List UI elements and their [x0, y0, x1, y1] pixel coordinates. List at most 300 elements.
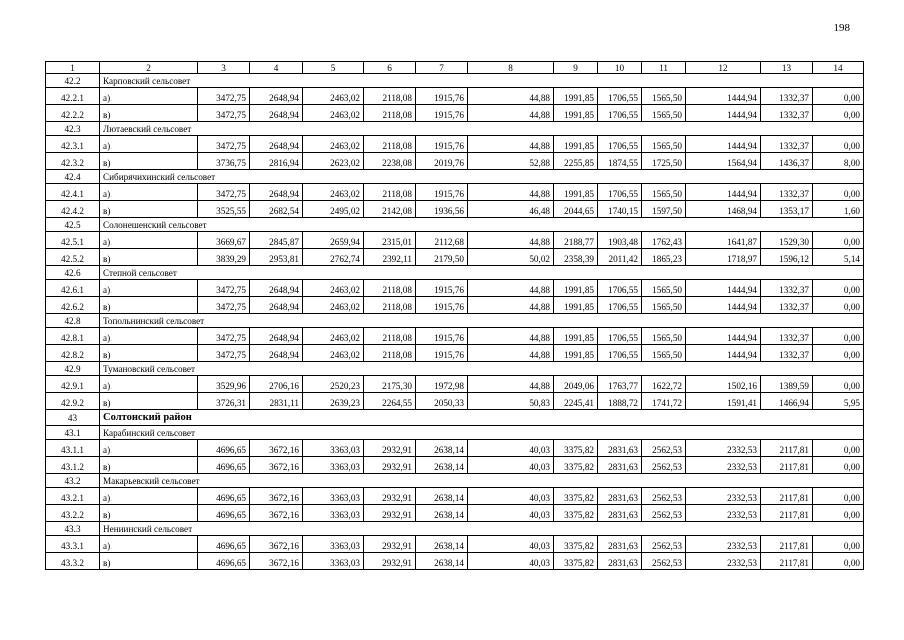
section-row: [46, 74, 864, 88]
row-label: в): [100, 153, 198, 170]
value-cell: 2238,08: [364, 153, 416, 170]
value-cell: 1991,85: [554, 345, 598, 362]
value-cell: 1529,30: [761, 232, 813, 249]
value-cell: 2315,01: [364, 232, 416, 249]
value-cell: 2117,81: [761, 488, 813, 505]
value-cell: 1874,55: [598, 153, 642, 170]
value-cell: 2831,63: [598, 440, 642, 457]
settlement-name: Сибирячихинский сельсовет: [100, 170, 864, 184]
value-cell: 3375,82: [554, 505, 598, 522]
value-cell: 1389,59: [761, 376, 813, 393]
value-cell: 2639,23: [303, 393, 364, 410]
value-cell: 1706,55: [598, 105, 642, 122]
value-cell: 2463,02: [303, 184, 364, 201]
row-code: 42.6.1: [46, 280, 100, 297]
value-cell: 3472,75: [198, 280, 250, 297]
value-cell: 1436,37: [761, 153, 813, 170]
value-cell: 2932,91: [364, 536, 416, 553]
section-row: [46, 122, 864, 136]
value-cell: 2118,08: [364, 136, 416, 153]
row-code: 43.1: [46, 426, 100, 440]
value-cell: 3375,82: [554, 488, 598, 505]
value-cell: 1444,94: [686, 136, 761, 153]
table-header-row: [46, 62, 864, 74]
value-cell: 1564,94: [686, 153, 761, 170]
value-cell: 1596,12: [761, 249, 813, 266]
value-cell: 1915,76: [416, 328, 468, 345]
value-cell: 50,02: [468, 249, 554, 266]
section-row: [46, 314, 864, 328]
value-cell: 2648,94: [250, 328, 303, 345]
value-cell: 0,00: [813, 505, 864, 522]
value-cell: 2117,81: [761, 536, 813, 553]
value-cell: 3363,03: [303, 505, 364, 522]
settlement-name: Солонешенский сельсовет: [100, 218, 864, 232]
page-number: 198: [833, 22, 850, 34]
value-cell: 2358,39: [554, 249, 598, 266]
section-row: [46, 362, 864, 376]
value-cell: 2264,55: [364, 393, 416, 410]
value-cell: 2049,06: [554, 376, 598, 393]
value-cell: 46,48: [468, 201, 554, 218]
table-row: [46, 440, 864, 457]
value-cell: 3672,16: [250, 457, 303, 474]
row-label: в): [100, 393, 198, 410]
value-cell: 44,88: [468, 88, 554, 105]
table-row: [46, 488, 864, 505]
value-cell: 3672,16: [250, 505, 303, 522]
value-cell: 2648,94: [250, 345, 303, 362]
column-number-cell: 6: [364, 62, 416, 74]
value-cell: 0,00: [813, 457, 864, 474]
value-cell: 1565,50: [642, 184, 686, 201]
value-cell: 44,88: [468, 328, 554, 345]
section-row: [46, 474, 864, 488]
value-cell: 4696,65: [198, 457, 250, 474]
table-row: [46, 536, 864, 553]
value-cell: 1444,94: [686, 88, 761, 105]
value-cell: 2332,53: [686, 536, 761, 553]
value-cell: 2623,02: [303, 153, 364, 170]
row-label: в): [100, 249, 198, 266]
settlement-name: Лютаевский сельсовет: [100, 122, 864, 136]
value-cell: 1915,76: [416, 136, 468, 153]
value-cell: 1991,85: [554, 136, 598, 153]
value-cell: 2562,53: [642, 440, 686, 457]
table-row: [46, 457, 864, 474]
value-cell: 3669,67: [198, 232, 250, 249]
value-cell: 1444,94: [686, 345, 761, 362]
tariff-table: [45, 61, 864, 570]
value-cell: 1332,37: [761, 297, 813, 314]
value-cell: 1565,50: [642, 88, 686, 105]
value-cell: 1915,76: [416, 345, 468, 362]
value-cell: 1888,72: [598, 393, 642, 410]
value-cell: 2638,14: [416, 505, 468, 522]
value-cell: 44,88: [468, 376, 554, 393]
section-row: [46, 266, 864, 280]
value-cell: 1991,85: [554, 297, 598, 314]
value-cell: 2255,85: [554, 153, 598, 170]
value-cell: 44,88: [468, 184, 554, 201]
value-cell: 2562,53: [642, 505, 686, 522]
value-cell: 2648,94: [250, 136, 303, 153]
row-label: в): [100, 553, 198, 570]
value-cell: 1565,50: [642, 105, 686, 122]
district-row: [46, 410, 864, 426]
value-cell: 1718,97: [686, 249, 761, 266]
value-cell: 1332,37: [761, 328, 813, 345]
value-cell: 2831,63: [598, 553, 642, 570]
value-cell: 2562,53: [642, 457, 686, 474]
value-cell: 1991,85: [554, 184, 598, 201]
table-row: [46, 553, 864, 570]
row-label: в): [100, 505, 198, 522]
row-code: 43.2.1: [46, 488, 100, 505]
settlement-name: Степной сельсовет: [100, 266, 864, 280]
table-row: [46, 105, 864, 122]
value-cell: 2332,53: [686, 488, 761, 505]
row-code: 42.6: [46, 266, 100, 280]
value-cell: 2648,94: [250, 280, 303, 297]
value-cell: 1,60: [813, 201, 864, 218]
settlement-name: Тумановский сельсовет: [100, 362, 864, 376]
value-cell: 2706,16: [250, 376, 303, 393]
value-cell: 2118,08: [364, 105, 416, 122]
column-number-cell: 13: [761, 62, 813, 74]
value-cell: 3375,82: [554, 457, 598, 474]
value-cell: 2562,53: [642, 553, 686, 570]
value-cell: 2831,63: [598, 536, 642, 553]
value-cell: 1936,56: [416, 201, 468, 218]
table-row: [46, 280, 864, 297]
section-row: [46, 522, 864, 536]
value-cell: 1502,16: [686, 376, 761, 393]
row-code: 43.2: [46, 474, 100, 488]
value-cell: 0,00: [813, 345, 864, 362]
table-row: [46, 232, 864, 249]
value-cell: 1468,94: [686, 201, 761, 218]
row-code: 42.3: [46, 122, 100, 136]
value-cell: 1565,50: [642, 280, 686, 297]
value-cell: 0,00: [813, 136, 864, 153]
value-cell: 2118,08: [364, 280, 416, 297]
row-code: 42.4.1: [46, 184, 100, 201]
value-cell: 1865,23: [642, 249, 686, 266]
value-cell: 1740,15: [598, 201, 642, 218]
row-code: 42.5.2: [46, 249, 100, 266]
value-cell: 2638,14: [416, 553, 468, 570]
value-cell: 2648,94: [250, 184, 303, 201]
value-cell: 1991,85: [554, 328, 598, 345]
value-cell: 3672,16: [250, 553, 303, 570]
value-cell: 1444,94: [686, 280, 761, 297]
value-cell: 2562,53: [642, 488, 686, 505]
value-cell: 3525,55: [198, 201, 250, 218]
value-cell: 3375,82: [554, 536, 598, 553]
value-cell: 2118,08: [364, 345, 416, 362]
value-cell: 2463,02: [303, 297, 364, 314]
value-cell: 2463,02: [303, 136, 364, 153]
value-cell: 2648,94: [250, 297, 303, 314]
value-cell: 3472,75: [198, 88, 250, 105]
column-number-cell: 8: [468, 62, 554, 74]
value-cell: 1706,55: [598, 297, 642, 314]
value-cell: 1972,98: [416, 376, 468, 393]
table-row: [46, 376, 864, 393]
value-cell: 2495,02: [303, 201, 364, 218]
value-cell: 4696,65: [198, 553, 250, 570]
value-cell: 2562,53: [642, 536, 686, 553]
row-label: а): [100, 488, 198, 505]
row-code: 42.5.1: [46, 232, 100, 249]
value-cell: 1991,85: [554, 88, 598, 105]
value-cell: 44,88: [468, 280, 554, 297]
row-label: а): [100, 88, 198, 105]
settlement-name: Карабинский сельсовет: [100, 426, 864, 440]
value-cell: 40,03: [468, 505, 554, 522]
row-label: а): [100, 536, 198, 553]
value-cell: 2175,30: [364, 376, 416, 393]
value-cell: 3839,29: [198, 249, 250, 266]
column-number-cell: 12: [686, 62, 761, 74]
value-cell: 2112,68: [416, 232, 468, 249]
column-number-cell: 3: [198, 62, 250, 74]
value-cell: 40,03: [468, 488, 554, 505]
settlement-name: Нениинский сельсовет: [100, 522, 864, 536]
row-code: 42.5: [46, 218, 100, 232]
value-cell: 3363,03: [303, 440, 364, 457]
value-cell: 2118,08: [364, 328, 416, 345]
value-cell: 3472,75: [198, 345, 250, 362]
row-code: 43.3.1: [46, 536, 100, 553]
value-cell: 3375,82: [554, 440, 598, 457]
column-number-cell: 5: [303, 62, 364, 74]
value-cell: 1915,76: [416, 88, 468, 105]
row-code: 43.3.2: [46, 553, 100, 570]
value-cell: 1706,55: [598, 345, 642, 362]
value-cell: 3472,75: [198, 105, 250, 122]
value-cell: 1706,55: [598, 136, 642, 153]
table-row: [46, 136, 864, 153]
row-code: 43.2.2: [46, 505, 100, 522]
value-cell: 2188,77: [554, 232, 598, 249]
value-cell: 2638,14: [416, 440, 468, 457]
column-number-cell: 7: [416, 62, 468, 74]
value-cell: 2463,02: [303, 345, 364, 362]
row-label: а): [100, 184, 198, 201]
value-cell: 1332,37: [761, 105, 813, 122]
value-cell: 1915,76: [416, 297, 468, 314]
value-cell: 2682,54: [250, 201, 303, 218]
value-cell: 2463,02: [303, 105, 364, 122]
value-cell: 1332,37: [761, 88, 813, 105]
value-cell: 0,00: [813, 297, 864, 314]
value-cell: 3472,75: [198, 328, 250, 345]
value-cell: 5,95: [813, 393, 864, 410]
value-cell: 1332,37: [761, 184, 813, 201]
row-code: 42.8.2: [46, 345, 100, 362]
table-row: [46, 505, 864, 522]
value-cell: 3736,75: [198, 153, 250, 170]
row-code: 43: [46, 410, 100, 426]
value-cell: 2179,50: [416, 249, 468, 266]
value-cell: 44,88: [468, 297, 554, 314]
value-cell: 0,00: [813, 184, 864, 201]
value-cell: 0,00: [813, 105, 864, 122]
value-cell: 3363,03: [303, 553, 364, 570]
value-cell: 40,03: [468, 536, 554, 553]
table-row: [46, 184, 864, 201]
row-label: а): [100, 280, 198, 297]
value-cell: 4696,65: [198, 488, 250, 505]
value-cell: 1706,55: [598, 328, 642, 345]
settlement-name: Топольнинский сельсовет: [100, 314, 864, 328]
value-cell: 1741,72: [642, 393, 686, 410]
value-cell: 44,88: [468, 105, 554, 122]
value-cell: 2463,02: [303, 328, 364, 345]
value-cell: 1332,37: [761, 345, 813, 362]
table-row: [46, 328, 864, 345]
value-cell: 2816,94: [250, 153, 303, 170]
value-cell: 0,00: [813, 88, 864, 105]
value-cell: 2831,63: [598, 505, 642, 522]
value-cell: 0,00: [813, 232, 864, 249]
value-cell: 1915,76: [416, 105, 468, 122]
value-cell: 2659,94: [303, 232, 364, 249]
value-cell: 3363,03: [303, 457, 364, 474]
row-code: 42.8.1: [46, 328, 100, 345]
row-code: 42.3.2: [46, 153, 100, 170]
column-number-cell: 9: [554, 62, 598, 74]
value-cell: 3363,03: [303, 536, 364, 553]
value-cell: 2117,81: [761, 457, 813, 474]
value-cell: 2932,91: [364, 553, 416, 570]
value-cell: 2932,91: [364, 505, 416, 522]
table-body: [46, 62, 864, 570]
value-cell: 2117,81: [761, 505, 813, 522]
value-cell: 2117,81: [761, 440, 813, 457]
value-cell: 1903,48: [598, 232, 642, 249]
column-number-cell: 14: [813, 62, 864, 74]
value-cell: 1353,17: [761, 201, 813, 218]
row-label: в): [100, 457, 198, 474]
settlement-name: Макарьевский сельсовет: [100, 474, 864, 488]
row-label: в): [100, 297, 198, 314]
value-cell: 2831,63: [598, 488, 642, 505]
value-cell: 1706,55: [598, 280, 642, 297]
table-row: [46, 297, 864, 314]
column-number-cell: 4: [250, 62, 303, 74]
value-cell: 8,00: [813, 153, 864, 170]
value-cell: 2762,74: [303, 249, 364, 266]
value-cell: 2050,33: [416, 393, 468, 410]
value-cell: 1332,37: [761, 280, 813, 297]
value-cell: 1763,77: [598, 376, 642, 393]
row-label: а): [100, 328, 198, 345]
value-cell: 1565,50: [642, 345, 686, 362]
value-cell: 3726,31: [198, 393, 250, 410]
value-cell: 1706,55: [598, 184, 642, 201]
table-row: [46, 153, 864, 170]
value-cell: 2638,14: [416, 488, 468, 505]
table-row: [46, 88, 864, 105]
value-cell: 2117,81: [761, 553, 813, 570]
value-cell: 2332,53: [686, 505, 761, 522]
value-cell: 2831,63: [598, 457, 642, 474]
row-label: в): [100, 105, 198, 122]
value-cell: 44,88: [468, 345, 554, 362]
value-cell: 1466,94: [761, 393, 813, 410]
table-row: [46, 201, 864, 218]
row-label: а): [100, 376, 198, 393]
value-cell: 2520,23: [303, 376, 364, 393]
value-cell: 2019,76: [416, 153, 468, 170]
row-code: 43.3: [46, 522, 100, 536]
value-cell: 0,00: [813, 328, 864, 345]
value-cell: 1591,41: [686, 393, 761, 410]
value-cell: 2953,81: [250, 249, 303, 266]
row-code: 42.9: [46, 362, 100, 376]
row-code: 42.4: [46, 170, 100, 184]
column-number-cell: 1: [46, 62, 100, 74]
value-cell: 1991,85: [554, 280, 598, 297]
value-cell: 1762,43: [642, 232, 686, 249]
table-row: [46, 345, 864, 362]
value-cell: 3672,16: [250, 488, 303, 505]
value-cell: 44,88: [468, 136, 554, 153]
value-cell: 2118,08: [364, 184, 416, 201]
value-cell: 1991,85: [554, 105, 598, 122]
value-cell: 1565,50: [642, 328, 686, 345]
row-code: 42.2.1: [46, 88, 100, 105]
value-cell: 2332,53: [686, 457, 761, 474]
value-cell: 1565,50: [642, 297, 686, 314]
value-cell: 2932,91: [364, 440, 416, 457]
value-cell: 1444,94: [686, 297, 761, 314]
value-cell: 1444,94: [686, 184, 761, 201]
settlement-name: Карповский сельсовет: [100, 74, 864, 88]
value-cell: 1332,37: [761, 136, 813, 153]
row-label: а): [100, 232, 198, 249]
value-cell: 3672,16: [250, 536, 303, 553]
value-cell: 3529,96: [198, 376, 250, 393]
value-cell: 2463,02: [303, 88, 364, 105]
value-cell: 1444,94: [686, 328, 761, 345]
row-code: 42.8: [46, 314, 100, 328]
value-cell: 0,00: [813, 553, 864, 570]
value-cell: 3672,16: [250, 440, 303, 457]
section-row: [46, 170, 864, 184]
row-label: а): [100, 440, 198, 457]
district-name: Солтонский район: [100, 410, 864, 426]
value-cell: 1622,72: [642, 376, 686, 393]
row-label: в): [100, 345, 198, 362]
value-cell: 1706,55: [598, 88, 642, 105]
value-cell: 2392,11: [364, 249, 416, 266]
table-row: [46, 249, 864, 266]
value-cell: 2932,91: [364, 457, 416, 474]
value-cell: 2638,14: [416, 536, 468, 553]
value-cell: 2011,42: [598, 249, 642, 266]
row-code: 43.1.1: [46, 440, 100, 457]
value-cell: 1565,50: [642, 136, 686, 153]
column-number-cell: 10: [598, 62, 642, 74]
row-code: 42.9.1: [46, 376, 100, 393]
value-cell: 1444,94: [686, 105, 761, 122]
row-code: 42.3.1: [46, 136, 100, 153]
value-cell: 2463,02: [303, 280, 364, 297]
